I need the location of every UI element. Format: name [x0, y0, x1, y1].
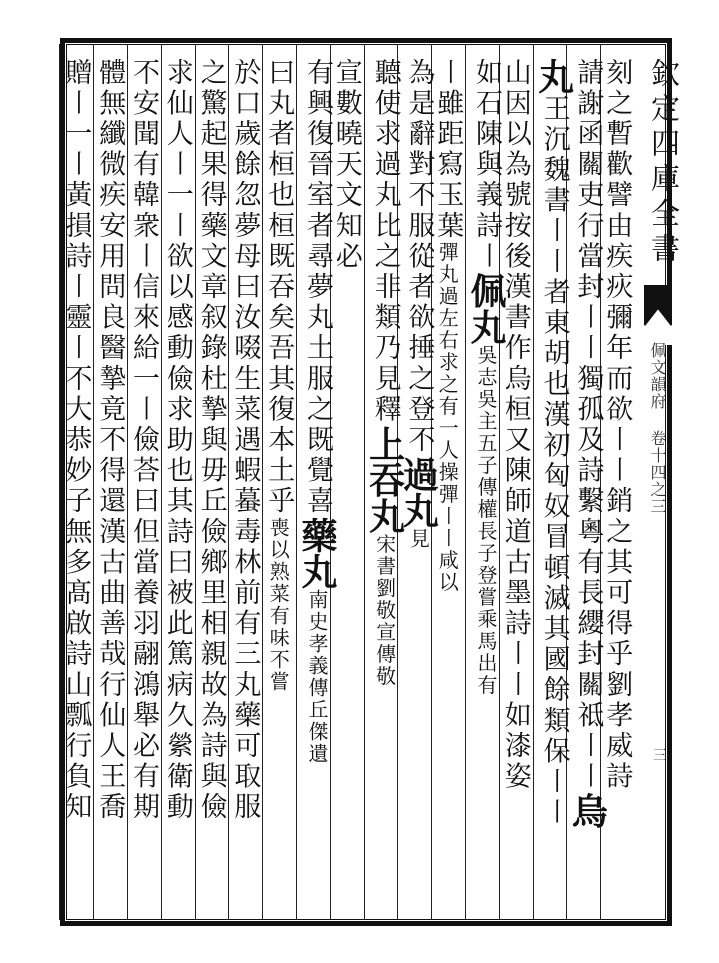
text-column-c12	[229, 58, 261, 823]
body-text: 王沉魏書〡〡者東胡也漢初匈奴冒頓滅其國餘類保〡〡	[538, 94, 570, 829]
headword: 過丸	[397, 455, 440, 528]
body-text: 曰丸者桓也桓既吞矣吾其復本土乎	[263, 58, 295, 517]
text-column-c2	[566, 58, 609, 829]
text-column-c14	[161, 58, 193, 823]
annotation-text: 彈丸過左右求之有一人操彈〡〡咸以	[435, 241, 460, 594]
body-text: 有興復晉室者尋夢丸土服之既覺喜	[302, 58, 333, 517]
headword: 藥丸	[296, 517, 338, 589]
headword: 丸	[532, 58, 575, 94]
body-text: 山因以為號按後漢書作烏桓又陳師道古墨詩〡〡如漆姿	[499, 58, 531, 793]
text-column-c3	[532, 58, 575, 829]
text-column-c11	[263, 58, 295, 693]
body-text: 之驚起果得藥文章叙錄杜摯與毋丘儉鄉里相親故為詩與儉	[195, 58, 227, 823]
headword: 烏	[566, 792, 609, 829]
headword: 佩丸	[465, 272, 507, 345]
body-text: 求仙人〡一〡欲以感動儉求助也其詩曰被此篤病久縈衛動	[161, 58, 193, 823]
annotation-text: 南史孝義傳丘傑遺	[305, 589, 329, 765]
body-text: 請謝函關吏行當封〡〡獨孤及詩繫粵有長纓封關祗〡〡	[572, 58, 604, 793]
text-column-c4	[499, 58, 531, 793]
column-rule	[533, 44, 534, 920]
annotation-text: 喪以熟菜有味不嘗	[266, 517, 291, 693]
annotation-text: 見	[406, 527, 431, 550]
body-text: 刻之暫歡譬由疾疢彌年而欲〡〡銷之其可得乎劉孝威詩	[601, 58, 633, 793]
text-column-c7	[397, 58, 440, 550]
text-column-c10	[296, 58, 338, 765]
text-column-c5	[465, 58, 507, 697]
headword: 上吞丸	[363, 425, 406, 534]
body-text: 贈〡一〡黃損詩〡靈〡不大恭妙子無多髙啟詩山瓢行負知	[60, 58, 92, 823]
text-column-c8	[363, 58, 406, 688]
body-text: 不安聞有韓衆〡信來給一〡儉荅曰但當養羽翮鴻舉必有期	[128, 58, 159, 823]
body-text: 體無纖微疾安用問良醫摯竟不得還漢古曲善哉行仙人王喬	[94, 58, 126, 823]
leaf-number: 三	[653, 748, 667, 764]
text-column-c13	[195, 58, 227, 823]
text-column-c9	[330, 58, 362, 273]
column-rule	[465, 44, 466, 920]
column-rule	[296, 44, 297, 920]
fishtail-ornament	[644, 285, 672, 345]
text-column-c15	[130, 58, 157, 823]
title-strip: 欽定四庫全書	[647, 58, 681, 268]
body-text: 聽使求過丸比之非類乃見釋	[369, 58, 401, 426]
body-text: 為是辭對不服從者欲捶之登不	[403, 58, 435, 456]
volume-subtitle: 佩文韻府 卷十四之三	[648, 342, 667, 515]
body-text: 如石陳與義詩〡	[471, 58, 502, 273]
body-text: 於口歲餘忽夢母曰汝啜生菜遇蝦蟇毒林前有三丸藥可取服	[229, 58, 261, 823]
text-column-c17	[60, 58, 92, 823]
body-text: 〡雖距寫玉葉	[432, 58, 464, 242]
annotation-text: 吳志吳主五子傳權長子登嘗乘馬出有	[474, 344, 498, 697]
text-column-c1	[601, 58, 633, 793]
body-text: 宣數曉天文知必	[330, 58, 362, 273]
annotation-text: 宋書劉敬宣傳敬	[372, 533, 397, 688]
text-column-c16	[94, 58, 126, 823]
